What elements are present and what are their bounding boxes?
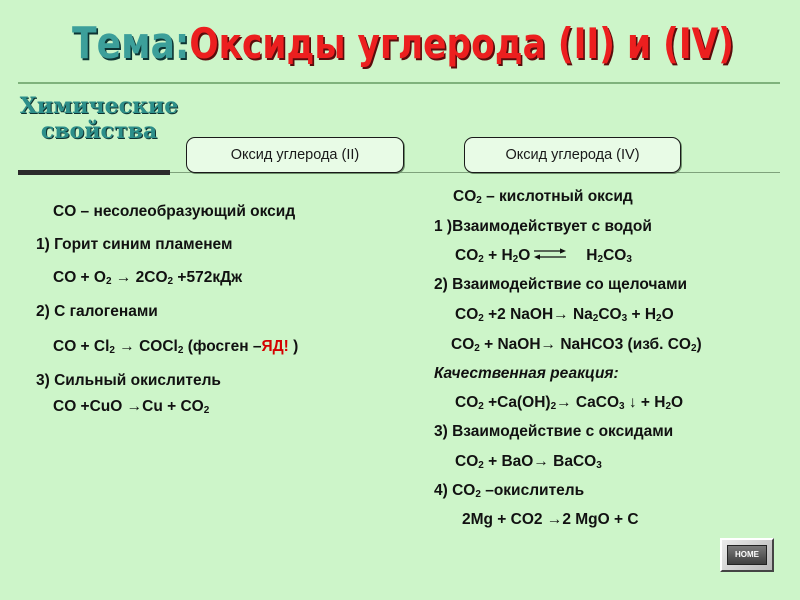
title-word: Тема: — [72, 18, 190, 69]
tab-carbon-monoxide[interactable]: Оксид углерода (II) — [186, 137, 404, 173]
left-line-1: CO – несолеобразующий оксид — [53, 203, 296, 220]
home-button[interactable] — [720, 538, 774, 572]
section-heading-line2: свойства — [40, 118, 158, 144]
left-line-3: CO + $O_2 \to 2CO_2 +572кДж$ — [53, 269, 243, 287]
right-line-10: $CO_2 + BaO\to$ BaCO$_3$ — [455, 453, 602, 471]
right-line-4: 2) Взаимодействие со щелочами — [434, 276, 688, 293]
section-heading-line1: Химические — [19, 93, 179, 119]
left-line-2: 1) Горит синим пламенем — [36, 236, 233, 253]
left-line-4: 2) С галогенами — [36, 303, 158, 320]
right-line-9: 3) Взаимодействие с оксидами — [434, 423, 674, 440]
left-line-7: CO $+CuO \to Cu + CO_2$ — [53, 398, 210, 416]
right-line-12: 2Mg + CO2 →2 MgO + C — [462, 511, 639, 528]
left-line-6: 3) Сильный окислитель — [36, 372, 221, 389]
title-topic: Оксиды углерода (II) и (IV) — [189, 19, 735, 68]
tab-carbon-dioxide[interactable]: Оксид углерода (IV) — [464, 137, 681, 173]
right-line-8: $CO_2 +Ca(OH)_2\to$ CaCO$_3$ ↓ + $H_2O$ — [455, 394, 684, 412]
right-line-7: Качественная реакция: — [434, 365, 619, 382]
right-line-3: $CO_2 + H_2O$ $H_2CO_3$ — [455, 247, 632, 265]
section-underline — [18, 170, 170, 175]
left-line-5: CO + $Cl_2$ → COCl$_2$ (фосген –ЯД! ) — [53, 338, 299, 356]
title-divider — [18, 82, 780, 84]
right-line-5: $CO_2 +2$ NaOH→ $Na_2CO_3 + H_2O$ — [455, 306, 674, 324]
right-line-11: 4) $CO_2$ –окислитель — [434, 482, 585, 500]
reversible-arrows-icon — [532, 247, 568, 261]
poison-warning: ЯД! — [261, 338, 289, 355]
right-line-1: $CO_2$ – кислотный оксид — [453, 188, 633, 206]
section-heading — [4, 94, 194, 144]
page-title — [72, 18, 735, 69]
home-button-label: HOME — [727, 545, 767, 565]
right-line-2: 1 )Взаимодействует с водой — [434, 218, 652, 235]
right-line-6: $CO_2$ + NaOH→ NaHCO3 (изб. $CO_2$) — [451, 336, 702, 354]
